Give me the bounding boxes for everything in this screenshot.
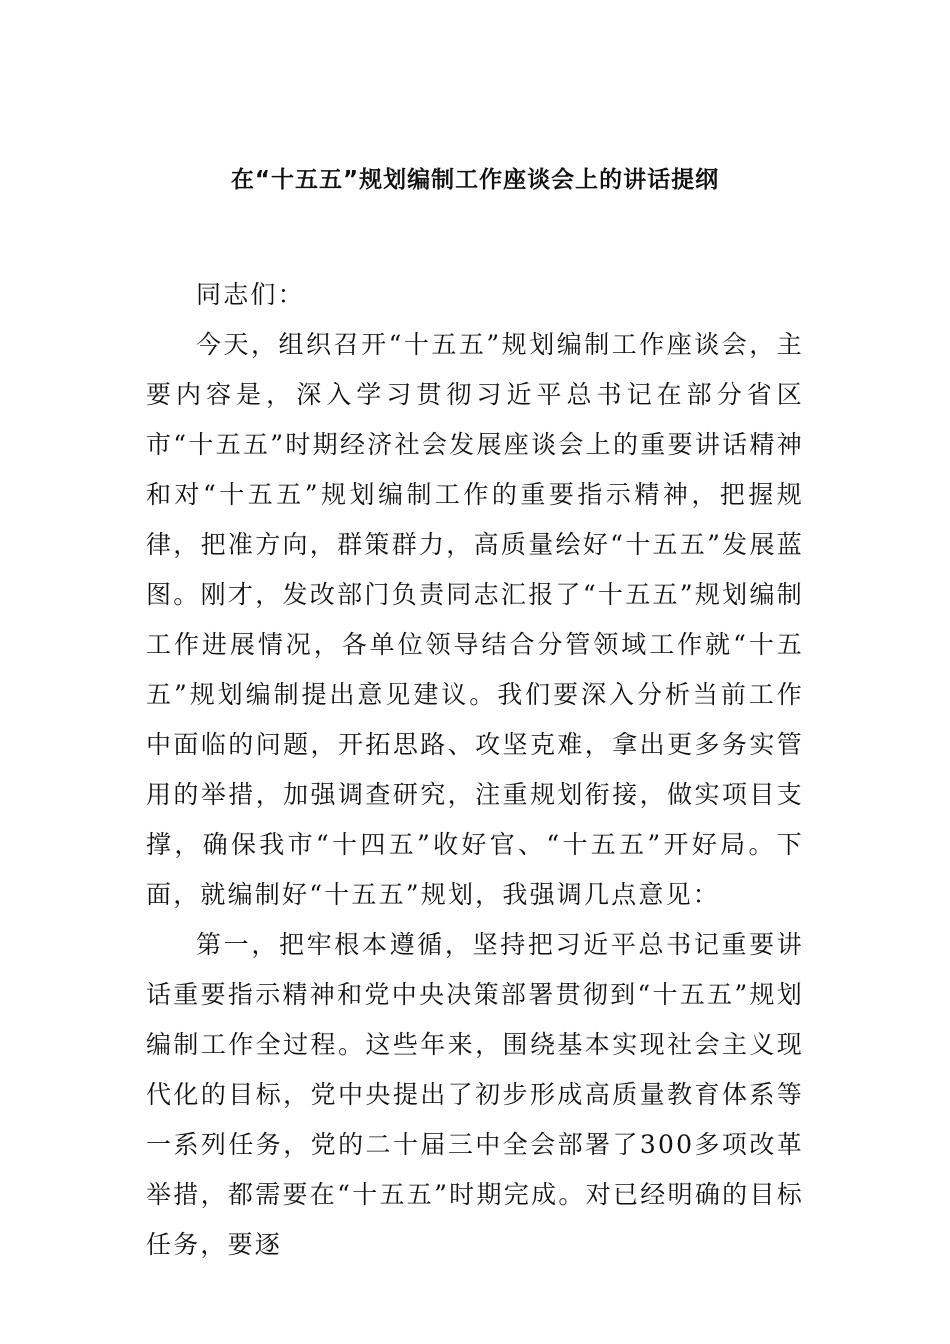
document-body [146,270,804,1270]
salutation: 同志们： [196,280,305,309]
document-title: 在“十五五”规划编制工作座谈会上的讲话提纲 [230,167,720,193]
paragraph: 今天，组织召开“十五五”规划编制工作座谈会，主要内容是，深入学习贯彻习近平总书记在部分省区市“十五五”时期经济社会发展座谈会上的重要讲话精神和对“十五五”规划编制工作的重要指示精神，把握规律，把准方向，群策群力，高质量绘好“十五五”发展蓝图。刚才，发改部门负责同志汇报了“十五五”规划编制工作进展情况，各单位领导结合分管领域工作就“十五五”规划编制提出意见建议。我们要深入分析当前工作中面临的问题，开拓思路、攻坚克难，拿出更多务实管用的举措，加强调查研究，注重规划衔接，做实项目支撑，确保我市“十四五”收好官、“十五五”开好局。下面，就编制好“十五五”规划，我强调几点意见： [146,330,804,909]
paragraph: 第一，把牢根本遵循，坚持把习近平总书记重要讲话重要指示精神和党中央决策部署贯彻到“十五五”规划编制工作全过程。这些年来，围绕基本实现社会主义现代化的目标，党中央提出了初步形成高质量教育体系等一系列任务，党的二十届三中全会部署了300多项改革举措，都需要在“十五五”时期完成。对已经明确的目标任务，要逐 [146,930,804,1259]
